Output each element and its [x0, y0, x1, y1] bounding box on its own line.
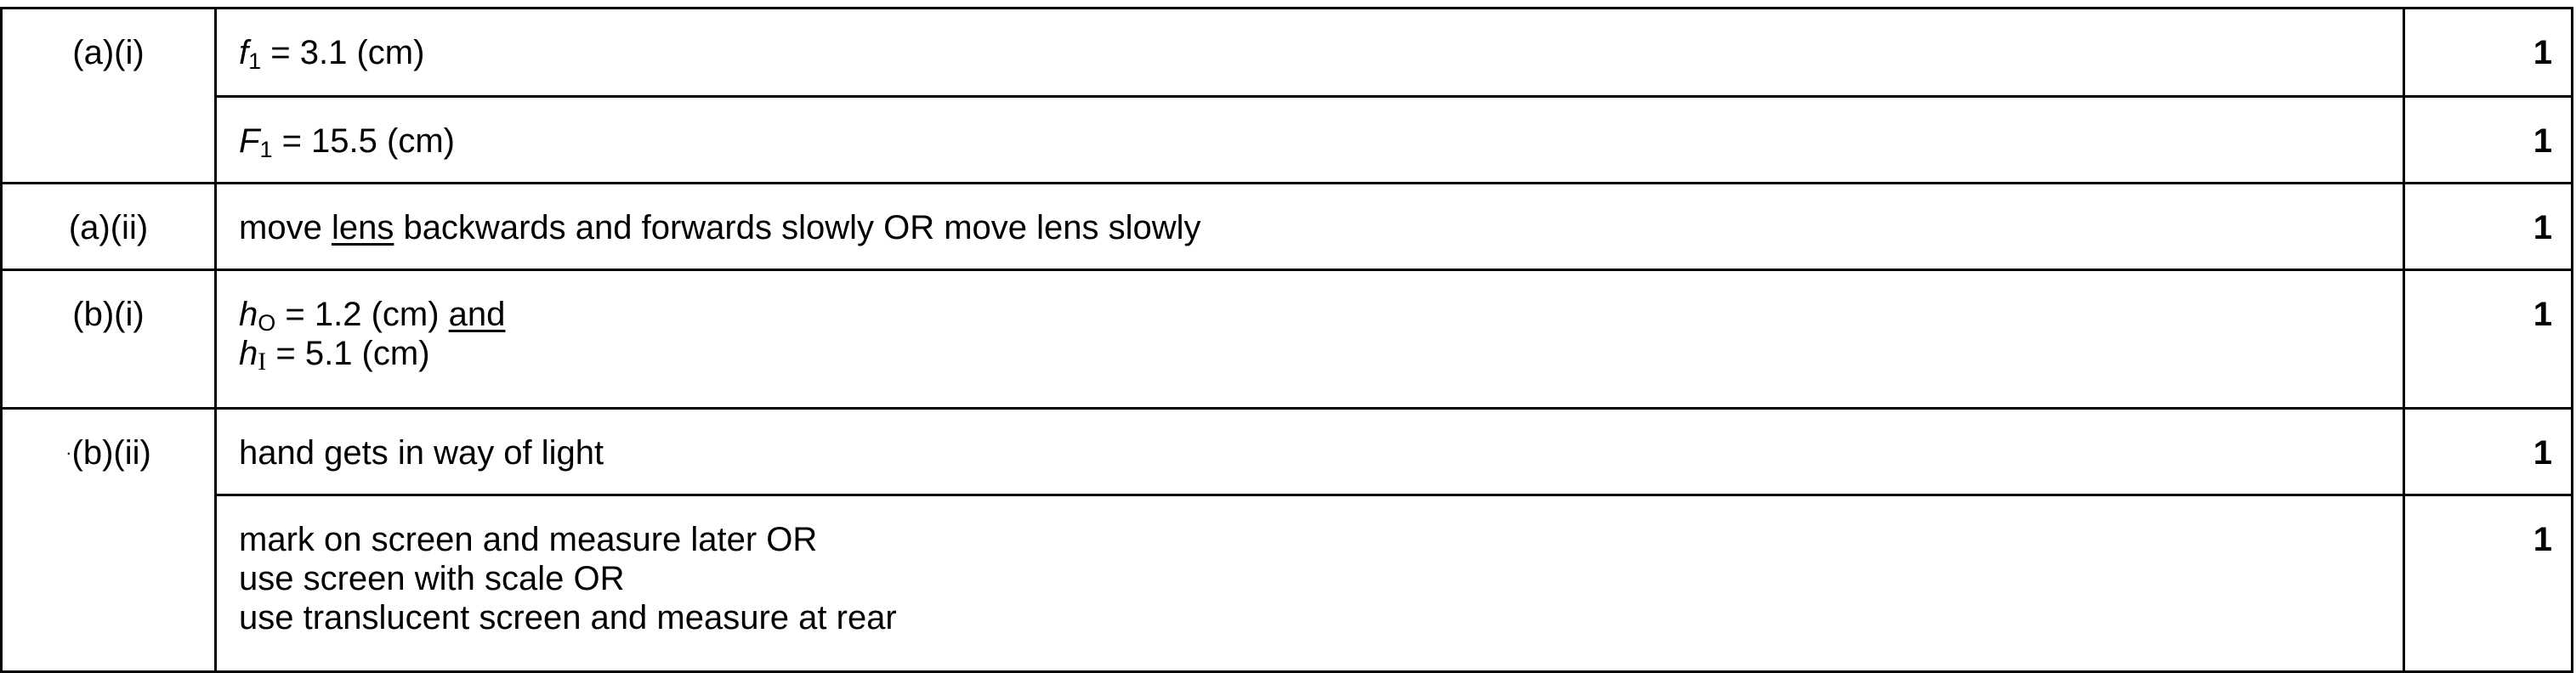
answer-line: [239, 122, 2403, 161]
question-number: [2, 270, 216, 409]
stray-mark: ·: [65, 442, 72, 463]
mark-value: 1: [2533, 434, 2552, 472]
answer-cell: [216, 270, 2404, 409]
variable-symbol: h: [239, 335, 258, 372]
answer-line: [239, 208, 2403, 247]
mark-value: 1: [2533, 209, 2552, 246]
answer-text: = 3.1 (cm): [261, 34, 425, 71]
variable-symbol: F: [239, 122, 260, 160]
mark-cell: [2404, 184, 2573, 270]
answer-text: backwards and forwards slowly OR move lens slowly: [394, 209, 1201, 246]
mark-value: 1: [2533, 122, 2552, 160]
answer-cell: [216, 495, 2404, 672]
answer-line: mark on screen and measure later OR: [239, 521, 818, 558]
table-row: [2, 184, 2573, 270]
answer-line: [239, 295, 2403, 334]
mark-scheme-table: [0, 7, 2573, 673]
answer-text: move: [239, 209, 332, 246]
answer-cell: [216, 97, 2404, 184]
question-label: (b)(i): [72, 296, 145, 333]
answer-text: hand gets in way of light: [239, 434, 604, 472]
table-row: [2, 270, 2573, 409]
variable-subscript: I: [258, 348, 267, 376]
variable-symbol: h: [239, 296, 258, 333]
question-number: [2, 184, 216, 270]
mark-cell: [2404, 270, 2573, 409]
answer-text: = 15.5 (cm): [272, 122, 455, 160]
question-label: (b)(ii): [71, 434, 151, 472]
answer-cell: [216, 8, 2404, 97]
variable-subscript: 1: [248, 48, 262, 74]
variable-symbol: f: [239, 34, 249, 71]
underlined-keyword: lens: [331, 209, 394, 246]
question-label: (a)(i): [72, 34, 145, 71]
answer-line: [239, 334, 2403, 376]
underlined-keyword: and: [448, 296, 506, 333]
mark-cell: [2404, 97, 2573, 184]
answer-text: = 1.2 (cm): [275, 296, 449, 333]
table-row: [2, 8, 2573, 97]
variable-subscript: 1: [259, 137, 273, 162]
table-row: [2, 97, 2573, 184]
answer-line: [239, 33, 2403, 72]
mark-value: 1: [2533, 34, 2552, 71]
question-number: [2, 8, 216, 184]
answer-cell: [216, 184, 2404, 270]
mark-cell: [2404, 8, 2573, 97]
mark-cell: [2404, 495, 2573, 672]
answer-text: = 5.1 (cm): [266, 335, 430, 372]
question-label: (a)(ii): [68, 209, 149, 246]
answer-cell: [216, 409, 2404, 495]
answer-line: use screen with scale OR: [239, 560, 625, 597]
question-number: [2, 409, 216, 672]
table-row: [2, 409, 2573, 495]
mark-value: 1: [2533, 521, 2552, 558]
table-row: [2, 495, 2573, 672]
variable-subscript: O: [258, 310, 276, 336]
mark-cell: [2404, 409, 2573, 495]
mark-value: 1: [2533, 296, 2552, 333]
answer-line: use translucent screen and measure at rear: [239, 599, 897, 636]
